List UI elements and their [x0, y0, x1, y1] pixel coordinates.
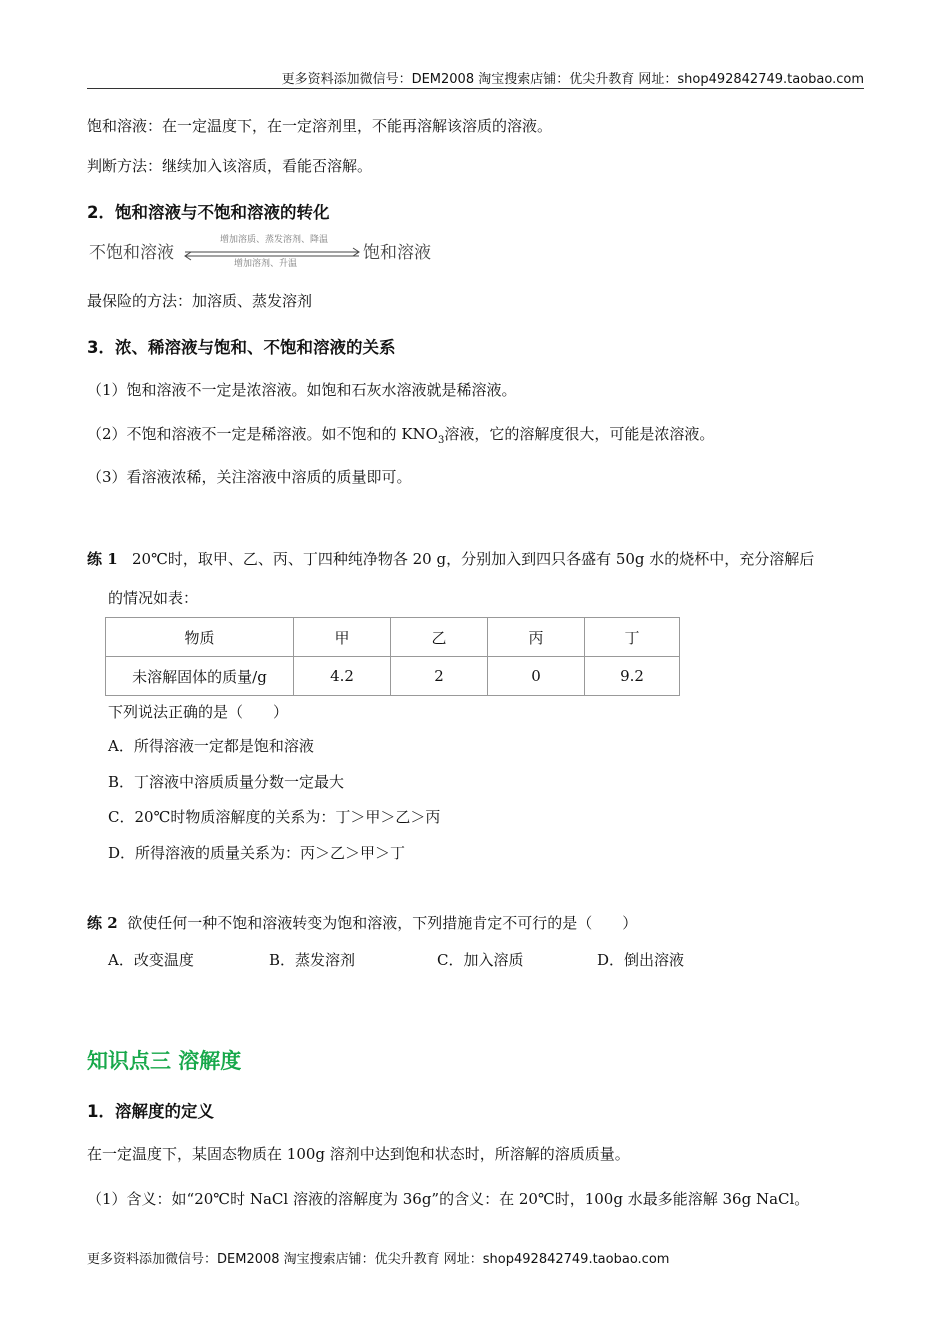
exercise-1-option-d: D．所得溶液的质量关系为：丙＞乙＞甲＞丁	[108, 844, 406, 862]
exercise-1-option-b: B．丁溶液中溶质质量分数一定最大	[108, 773, 345, 791]
exercise-1-stem-cont: 的情况如表：	[108, 589, 199, 607]
table-cell: 丁	[585, 618, 680, 657]
solubility-definition-title: 1．溶解度的定义	[87, 1102, 214, 1121]
solubility-table	[105, 617, 680, 696]
forward-condition: 增加溶质、蒸发溶剂、降温	[220, 235, 329, 245]
exercise-1-label: 练 1	[87, 550, 118, 568]
table-row	[106, 657, 680, 696]
exercise-2-option-b: B．蒸发溶剂	[269, 951, 356, 969]
saturated-label: 饱和溶液	[363, 243, 431, 263]
page-header: 更多资料添加微信号：DEM2008 淘宝搜索店铺：优尖升教育 网址：shop492842749.taobao.com	[281, 72, 864, 87]
relation-item-2: （2）不饱和溶液不一定是稀溶液。如不饱和的 $KNO_3$溶液，它的溶解度很大，可能是浓溶液。	[87, 425, 715, 446]
exercise-2-option-c: C．加入溶质	[437, 951, 524, 969]
safest-method: 最保险的方法：加溶质、蒸发溶剂	[87, 292, 313, 310]
knowledge-point-3-title: 知识点三 溶解度	[87, 1049, 242, 1073]
exercise-2-option-d: D．倒出溶液	[597, 951, 685, 969]
exercise-1-stem: 练 1 20℃时，取甲、乙、丙、丁四种纯净物各 20 g，分别加入到四只各盛有 50g 水的烧杯中，充分溶解后	[87, 550, 815, 568]
exercise-2-label: 练 2	[87, 914, 118, 932]
solubility-definition: 在一定温度下，某固态物质在 100g 溶剂中达到饱和状态时，所溶解的溶质质量。	[87, 1145, 630, 1163]
header-divider	[87, 88, 864, 89]
judge-method: 判断方法：继续加入该溶质，看能否溶解。	[87, 157, 373, 175]
table-cell: 4.2	[294, 657, 391, 696]
table-cell: 9.2	[585, 657, 680, 696]
section-2-title: 2．饱和溶液与不饱和溶液的转化	[87, 203, 330, 222]
table-cell: 0	[488, 657, 585, 696]
table-cell: 2	[391, 657, 488, 696]
table-cell: 甲	[294, 618, 391, 657]
unsaturated-label: 不饱和溶液	[89, 243, 174, 263]
table-cell: 未溶解固体的质量/g	[106, 657, 294, 696]
saturated-definition: 饱和溶液：在一定温度下，在一定溶剂里，不能再溶解该溶质的溶液。	[87, 117, 553, 135]
exercise-1-option-a: A．所得溶液一定都是饱和溶液	[108, 737, 314, 755]
relation-item-1: （1）饱和溶液不一定是浓溶液。如饱和石灰水溶液就是稀溶液。	[87, 381, 517, 399]
exercise-2-stem: 练 2 欲使任何一种不饱和溶液转变为饱和溶液，下列措施肯定不可行的是（ ）	[87, 914, 638, 932]
exercise-1-option-c: C．20℃时物质溶解度的关系为：丁＞甲＞乙＞丙	[108, 808, 441, 826]
backward-condition: 增加溶剂、升温	[234, 259, 298, 269]
conversion-diagram	[87, 232, 447, 272]
solubility-meaning: （1）含义：如“20℃时 NaCl 溶液的溶解度为 36g”的含义：在 20℃时，100g 水最多能溶解 36g NaCl。	[87, 1190, 810, 1208]
table-cell: 物质	[106, 618, 294, 657]
table-header-row	[106, 618, 680, 657]
relation-item-3: （3）看溶液浓稀，关注溶液中溶质的质量即可。	[87, 468, 412, 486]
exercise-1-question: 下列说法正确的是（ ）	[108, 703, 289, 721]
table-cell: 乙	[391, 618, 488, 657]
section-3-title: 3．浓、稀溶液与饱和、不饱和溶液的关系	[87, 338, 396, 357]
exercise-2-option-a: A．改变温度	[108, 951, 194, 969]
page-footer: 更多资料添加微信号：DEM2008 淘宝搜索店铺：优尖升教育 网址：shop492842749.taobao.com	[87, 1252, 670, 1267]
table-cell: 丙	[488, 618, 585, 657]
